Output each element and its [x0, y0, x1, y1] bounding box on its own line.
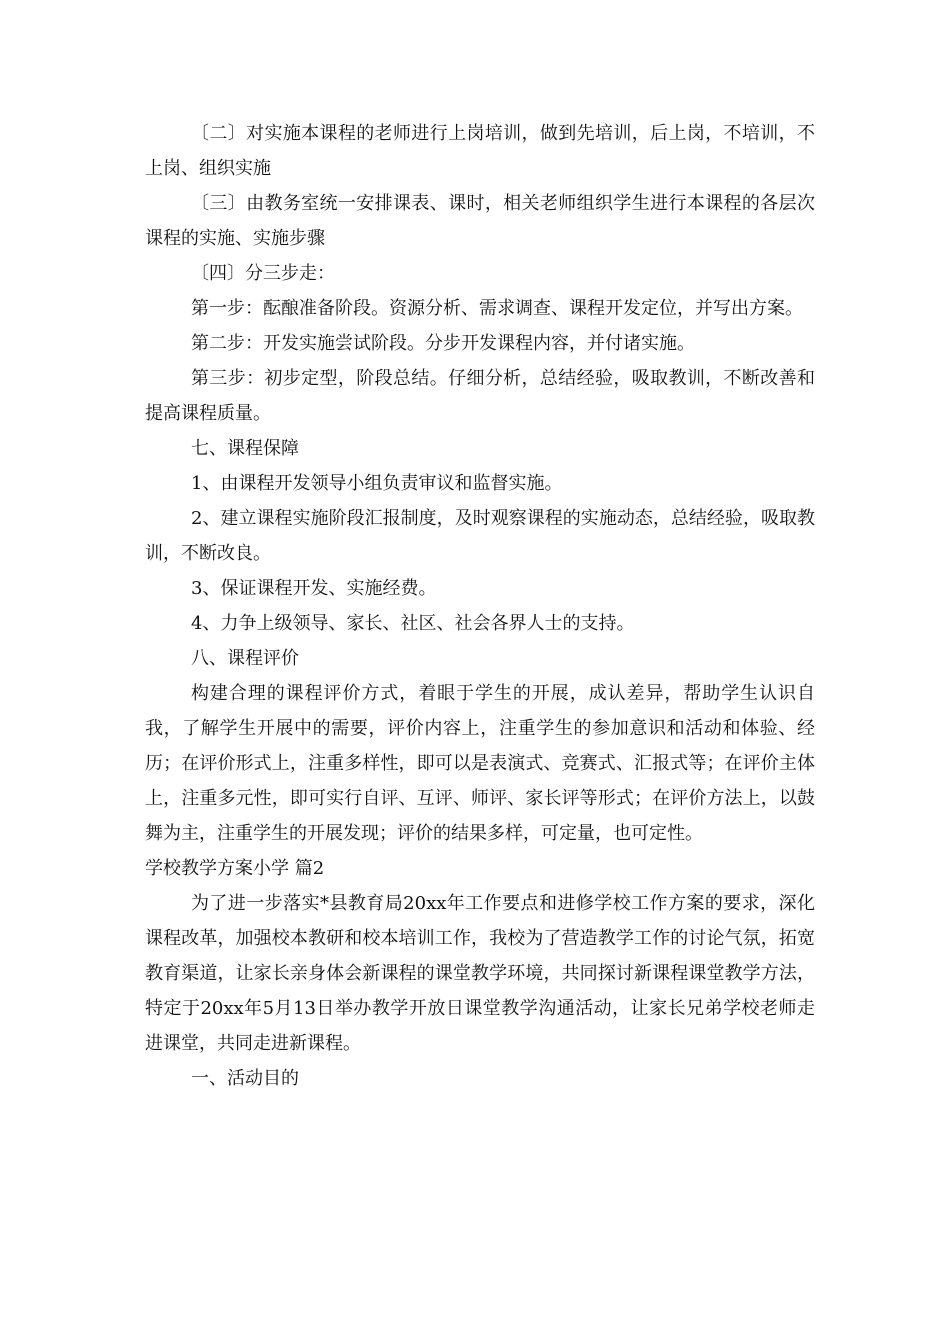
paragraph-step-one: 第一步：酝酿准备阶段。资源分析、需求调查、课程开发定位，并写出方案。	[191, 298, 803, 319]
list-item-guarantee-1: 1、由课程开发领导小组负责审议和监督实施。	[191, 473, 563, 494]
paragraph-step-three: 第三步：初步定型，阶段总结。仔细分析，总结经验，吸取教训，不断改善和提高课程质量。	[145, 368, 815, 424]
paragraph-training: 〔二〕对实施本课程的老师进行上岗培训，做到先培训，后上岗，不培训，不上岗、组织实施	[145, 123, 815, 179]
paragraph-three-steps: 〔四〕分三步走：	[191, 263, 335, 284]
list-item-guarantee-3: 3、保证课程开发、实施经费。	[191, 578, 437, 599]
paragraph-intro: 为了进一步落实*县教育局20xx年工作要点和进修学校工作方案的要求，深化课程改革，加强校本教研和校本培训工作，我校为了营造教学工作的讨论气氛，拓宽教育渠道，让家长亲身体会新课程的课堂教学环境，共同探讨新课程课堂教学方法，特定于20xx年5月13日举办教学开放日课堂教学沟通活动，让家长兄弟学校老师走进课堂，共同走进新课程。	[145, 893, 815, 1054]
list-item-guarantee-2: 2、建立课程实施阶段汇报制度，及时观察课程的实施动态，总结经验，吸取教训，不断改良。	[145, 508, 815, 564]
paragraph-step-two: 第二步：开发实施尝试阶段。分步开发课程内容，并付诸实施。	[191, 333, 695, 354]
section-heading-purpose: 一、活动目的	[191, 1068, 299, 1089]
document-body	[145, 116, 815, 1096]
paragraph-schedule: 〔三〕由教务室统一安排课表、课时，相关老师组织学生进行本课程的各层次课程的实施、实施步骤	[145, 193, 815, 249]
paragraph-evaluation: 构建合理的课程评价方式，着眼于学生的开展，成认差异，帮助学生认识自我，了解学生开展中的需要，评价内容上，注重学生的参加意识和活动和体验、经历；在评价形式上，注重多样性，即可以是表演式、竞赛式、汇报式等；在评价主体上，注重多元性，即可实行自评、互评、师评、家长评等形式；在评价方法上，以鼓舞为主，注重学生的开展发现；评价的结果多样，可定量，也可定性。	[145, 683, 815, 844]
section-heading-evaluation: 八、课程评价	[191, 648, 299, 669]
section-heading-guarantee: 七、课程保障	[191, 438, 299, 459]
document-section-title: 学校教学方案小学 篇2	[145, 858, 325, 879]
list-item-guarantee-4: 4、力争上级领导、家长、社区、社会各界人士的支持。	[191, 613, 635, 634]
